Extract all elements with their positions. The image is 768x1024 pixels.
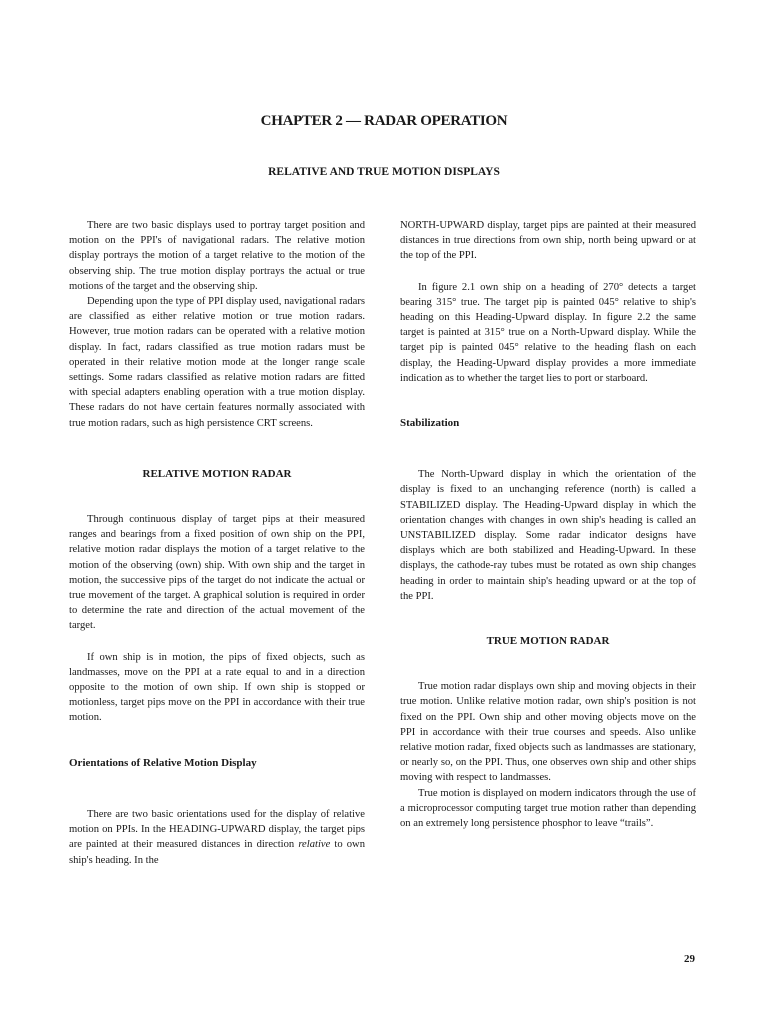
- section-heading-relative-motion: RELATIVE MOTION RADAR: [142, 467, 292, 480]
- subheading-orientations: Orientations of Relative Motion Display: [69, 756, 257, 769]
- paragraph: [69, 807, 365, 868]
- paragraph: True motion radar displays own ship and moving objects in their true motion. Unlike relative motion radar, own ship's position is not fixed on the PPI. Own ship and other moving objects move on the PPI in accordance with their true courses and speeds. Also unlike relative motion radar, fixed objects such as landmasses are stationary, or nearly so, on the PPI. Thus, one observes own ship and other ships moving with respect to landmasses.: [400, 681, 696, 784]
- page-number: 29: [684, 953, 695, 965]
- paragraph: In figure 2.1 own ship on a heading of 270° detects a target bearing 315° true. The target pip is painted 045° relative to ship's heading on this Heading-Upward display. In figure 2.2 the same target is painted at 315° true on a North-Upward display. While the target pip is painted 045° relative to the heading flash on each display, the Heading-Upward display provides a more immediate indication as to whether the target lies to port or starboard.: [400, 281, 696, 384]
- section-heading-true-motion: TRUE MOTION RADAR: [486, 635, 610, 648]
- chapter-title: CHAPTER 2 — RADAR OPERATION: [260, 113, 508, 129]
- right-column: [400, 218, 696, 831]
- paragraph-text: There are two basic orientations used for the display of relative motion on PPIs. In the HEADING-UPWARD display, the target pips are painted at their measured distances in direction: [69, 808, 365, 851]
- paragraph: The North-Upward display in which the orientation of the display is fixed to an unchanging reference (north) is called a STABILIZED display. The Heading-Upward display in which the orientation changes with changes in own ship's heading is called an UNSTABILIZED display. Some radar indicator designs have displays which are both stabilized and Heading-Upward. In these displays, the cathode-ray tubes must be rotated as own ship changes heading in order to maintain ship's heading upward or at the top of the PPI.: [400, 469, 696, 602]
- paragraph: There are two basic displays used to portray target position and motion on the PPI's of navigational radars. The relative motion display portrays the motion of a target relative to the motion of the observing ship. The true motion display portrays the actual or true motions of the target and the observing ship.: [69, 220, 365, 292]
- paragraph: Through continuous display of target pips at their measured ranges and bearings from a fixed position of own ship on the PPI, relative motion radar displays the motion of a target relative to the motion of the observing (own) ship. With own ship and the target in motion, the successive pips of the target do not indicate the actual or true movement of the target. A graphical solution is required in order to determine the rate and direction of the actual movement of the target.: [69, 514, 365, 632]
- paragraph: Depending upon the type of PPI display used, navigational radars are classified as either relative motion or true motion radars. However, true motion radars can be operated with a relative motion display. In fact, radars classified as true motion radars must be operated in their relative motion mode at the longer range scale settings. Some radars classified as relative motion radars are fitted with special adapters enabling operation with a true motion display. These radars do not have certain features normally associated with true motion radars, such as high persistence CRT screens.: [69, 296, 365, 429]
- paragraph-text: to own ship's heading. In the: [69, 839, 365, 866]
- paragraph: If own ship is in motion, the pips of fixed objects, such as landmasses, move on the PPI at a rate equal to and in a direction opposite to the motion of own ship. If own ship is stopped or motionless, target pips move on the PPI in accordance with their true motion.: [69, 651, 365, 724]
- section-title: RELATIVE AND TRUE MOTION DISPLAYS: [268, 166, 500, 178]
- paragraph: True motion is displayed on modern indicators through the use of a microprocessor computing target true motion rather than depending on an extremely long persistence phosphor to leave “trails”.: [400, 787, 696, 830]
- left-column: [69, 218, 365, 868]
- subheading-stabilization: Stabilization: [400, 417, 460, 430]
- italic-word: relative: [298, 839, 331, 851]
- paragraph: NORTH-UPWARD display, target pips are painted at their measured distances in true directions from own ship, north being upward or at the top of the PPI.: [400, 220, 696, 262]
